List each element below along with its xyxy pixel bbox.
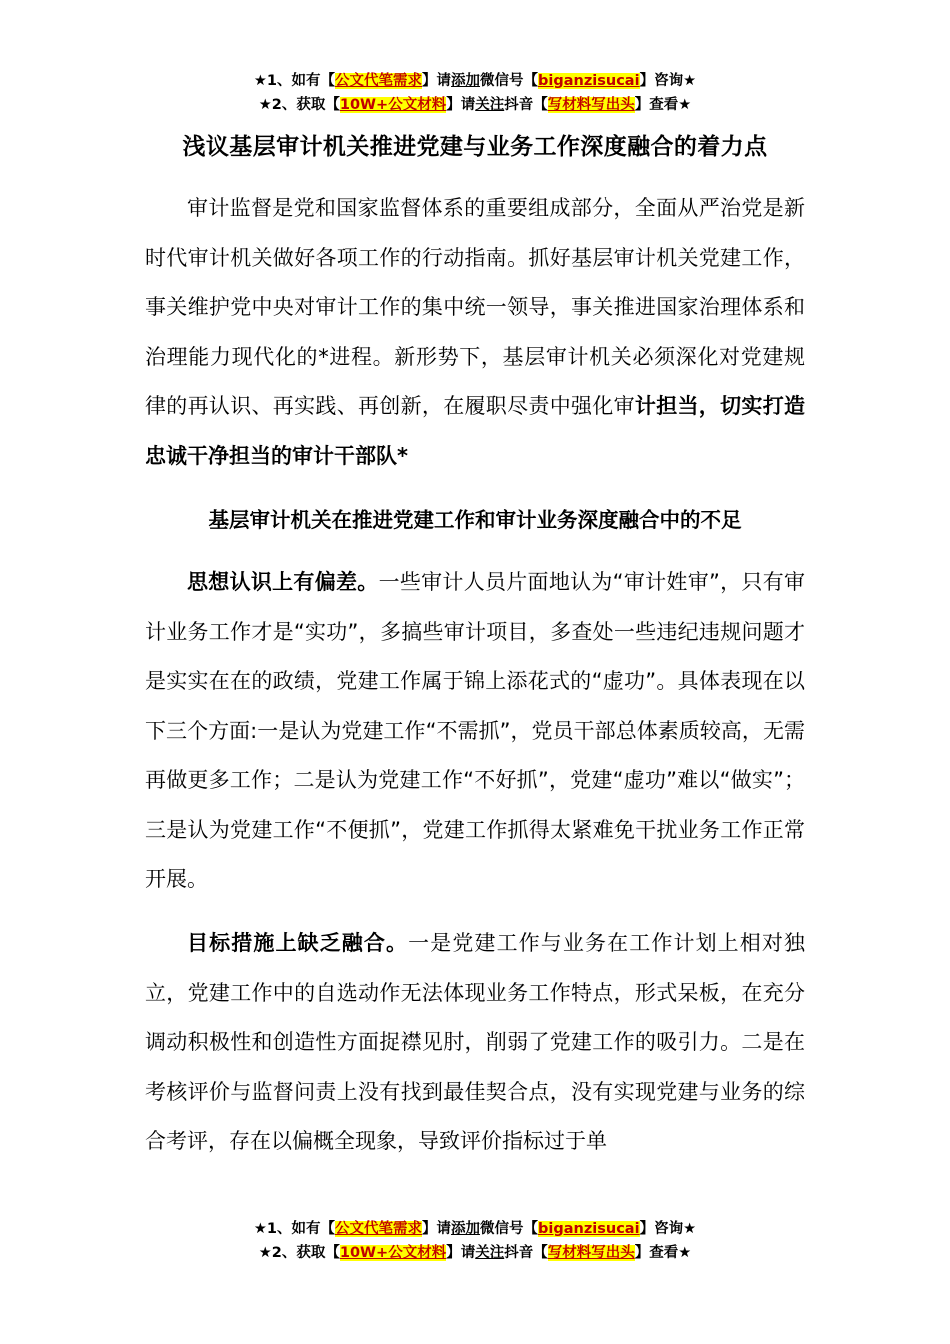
- paragraph-thinking: 思想认识上有偏差。一些审计人员片面地认为“审计姓审”，只有审计业务工作才是“实功”，多搞些审计项目，多查处一些违纪违规问题才是实实在在的政绩，党建工作属于锦上添花式的“虚功”。具体表现在以下三个方面:一是认为党建工作“不需抓”，党员干部总体素质较高，无需再做更多工作；二是认为党建工作“不好抓”，党建“虚功”难以“做实”；三是认为党建工作“不便抓”，党建工作抓得太紧难免干扰业务工作正常开展。: [145, 570, 805, 891]
- paragraph-lead: 目标措施上缺乏融合。: [187, 931, 409, 955]
- intro-paragraph: 审计监督是党和国家监督体系的重要组成部分，全面从严治党是新时代审计机关做好各项工作的行动指南。抓好基层审计机关党建工作，事关维护党中央对审计工作的集中统一领导，事关推进国家治理体系和治理能力现代化的*进程。新形势下，基层审计机关必须深化对党建规律的再认识、再实践、再创新，在履职尽责中强化审计担当，切实打造忠诚干净担当的审计干部队*: [145, 196, 806, 468]
- header-promo-banner: [0, 69, 950, 117]
- promo-line-1: ★1、如有【公文代笔需求】请添加微信号【biganzisucai】咨询★: [253, 73, 697, 89]
- promo-douyin-id: 写材料写出头: [547, 1245, 635, 1261]
- promo-highlight: 10W+公文材料: [339, 1245, 447, 1261]
- promo-line-2: ★2、获取【10W+公文材料】请关注抖音【写材料写出头】查看★: [258, 1245, 692, 1261]
- promo-highlight: 公文代笔需求: [335, 1221, 423, 1237]
- promo-highlight: 公文代笔需求: [335, 73, 423, 89]
- paragraph-block-2: [145, 919, 805, 1167]
- footer-promo-banner: [0, 1217, 950, 1265]
- document-title: 浅议基层审计机关推进党建与业务工作深度融合的着力点: [182, 134, 768, 160]
- promo-line-1: ★1、如有【公文代笔需求】请添加微信号【biganzisucai】咨询★: [253, 1221, 697, 1237]
- promo-line-2: ★2、获取【10W+公文材料】请关注抖音【写材料写出头】查看★: [258, 97, 692, 113]
- paragraph-measures: 目标措施上缺乏融合。一是党建工作与业务在工作计划上相对独立，党建工作中的自选动作无法体现业务工作特点，形式呆板，在充分调动积极性和创造性方面捉襟见肘，削弱了党建工作的吸引力。二是在考核评价与监督问责上没有找到最佳契合点，没有实现党建与业务的综合考评，存在以偏概全现象，导致评价指标过于单: [145, 931, 806, 1153]
- promo-wechat-id: biganzisucai: [538, 73, 640, 89]
- document-body: [145, 184, 805, 481]
- paragraph-block-1: [145, 558, 805, 905]
- promo-highlight: 10W+公文材料: [339, 97, 447, 113]
- promo-wechat-id: biganzisucai: [538, 1221, 640, 1237]
- promo-douyin-id: 写材料写出头: [547, 97, 635, 113]
- section-block: [145, 496, 805, 546]
- section-heading: 基层审计机关在推进党建工作和审计业务深度融合中的不足: [208, 508, 742, 532]
- paragraph-lead: 思想认识上有偏差。: [187, 570, 379, 594]
